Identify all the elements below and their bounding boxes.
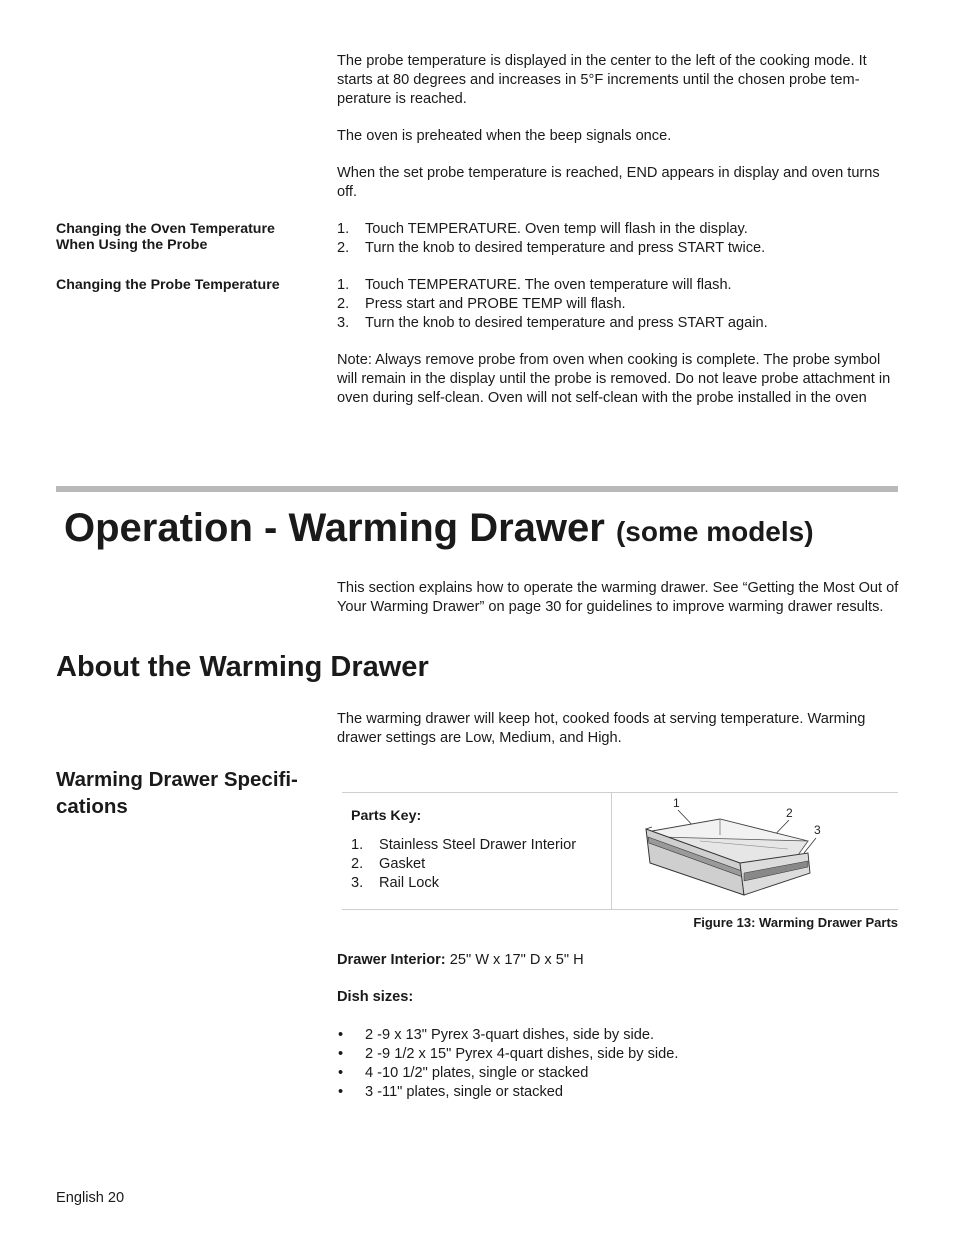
list-item — [351, 836, 606, 855]
about-heading: About the Warming Drawer — [56, 651, 429, 683]
step-number: 1. — [337, 221, 350, 237]
step-text: Turn the knob to desired temperature and press START again. — [365, 315, 768, 331]
intro-paragraph-1: The probe temperature is displayed in the center to the left of the cooking mode. It starts at 80 degrees and increases in 5°F increments until the chosen probe tem-perature is reached. — [337, 53, 867, 107]
dish-size: 4 -10 1/2" plates, single or stacked — [365, 1065, 589, 1081]
list-item — [337, 1026, 899, 1045]
changing-probe-temp-steps — [337, 276, 899, 333]
figure-caption: Figure 13: Warming Drawer Parts — [693, 915, 898, 930]
about-text: The warming drawer will keep hot, cooked foods at serving temperature. Warming drawer settings are Low, Medium, and High. — [337, 711, 866, 746]
intro-paragraph-3: When the set probe temperature is reached, END appears in display and oven turns off. — [337, 165, 880, 200]
section-divider — [56, 486, 898, 492]
list-item — [337, 295, 899, 314]
callout-2: 2 — [786, 806, 793, 820]
bullet: • — [338, 1084, 344, 1100]
dish-size: 2 -9 1/2 x 15" Pyrex 4-quart dishes, side by side. — [365, 1046, 679, 1062]
part-number: 2. — [351, 856, 364, 872]
list-item — [337, 1083, 899, 1102]
probe-note: Note: Always remove probe from oven when cooking is complete. The probe symbol will remain in the display until the probe is removed. Do not leave probe attachment in oven during self-clean. Oven will not self-clean with the probe installed in the oven — [337, 352, 891, 406]
changing-probe-temp-heading: Changing the Probe Temperature — [56, 277, 280, 293]
warming-drawer-illustration — [612, 793, 898, 909]
intro-paragraph-2: The oven is preheated when the beep signals once. — [337, 128, 672, 144]
specs-heading: Warming Drawer Specifi-cations — [56, 768, 298, 818]
dish-sizes-label: Dish sizes: — [337, 989, 414, 1005]
changing-oven-temp-heading: Changing the Oven Temperature When Using the Probe — [56, 221, 275, 253]
list-item — [337, 1045, 899, 1064]
list-item — [337, 276, 899, 295]
drawer-interior — [337, 951, 899, 970]
drawer-interior-value: 25" W x 17" D x 5" H — [445, 952, 584, 968]
list-item — [337, 314, 899, 333]
callout-3: 3 — [814, 823, 821, 837]
part-number: 1. — [351, 837, 364, 853]
part-name: Gasket — [379, 856, 426, 872]
step-text: Touch TEMPERATURE. Oven temp will flash in the display. — [365, 221, 748, 237]
section-title-main: Operation - Warming Drawer — [64, 506, 605, 550]
part-name: Stainless Steel Drawer Interior — [379, 837, 577, 853]
drawer-interior-label: Drawer Interior: — [337, 952, 446, 968]
table-bottom-border — [342, 909, 898, 910]
list-item — [337, 239, 899, 258]
page-footer: English 20 — [56, 1190, 125, 1206]
step-text: Turn the knob to desired temperature and press START twice. — [365, 240, 766, 256]
step-number: 1. — [337, 277, 350, 293]
dish-size: 3 -11" plates, single or stacked — [365, 1084, 563, 1100]
step-number: 2. — [337, 296, 350, 312]
bullet: • — [338, 1027, 344, 1043]
list-item — [351, 855, 606, 874]
step-text: Press start and PROBE TEMP will flash. — [365, 296, 626, 312]
list-item — [351, 874, 606, 893]
list-item — [337, 220, 899, 239]
part-number: 3. — [351, 875, 364, 891]
parts-list — [351, 836, 606, 893]
callout-1: 1 — [673, 796, 680, 810]
parts-key-label: Parts Key: — [351, 808, 422, 824]
section-title-suffix: (some models) — [615, 516, 814, 547]
dish-sizes-list — [337, 1026, 899, 1102]
section-title — [64, 505, 814, 555]
changing-oven-temp-steps — [337, 220, 899, 258]
section-intro: This section explains how to operate the warming drawer. See “Getting the Most Out of Your Warming Drawer” on page 30 for guidelines to improve warming drawer results. — [337, 580, 899, 615]
step-number: 2. — [337, 240, 350, 256]
step-number: 3. — [337, 315, 350, 331]
part-name: Rail Lock — [379, 875, 440, 891]
step-text: Touch TEMPERATURE. The oven temperature will flash. — [365, 277, 732, 293]
dish-size: 2 -9 x 13" Pyrex 3-quart dishes, side by side. — [365, 1027, 655, 1043]
bullet: • — [338, 1046, 344, 1062]
bullet: • — [338, 1065, 344, 1081]
list-item — [337, 1064, 899, 1083]
